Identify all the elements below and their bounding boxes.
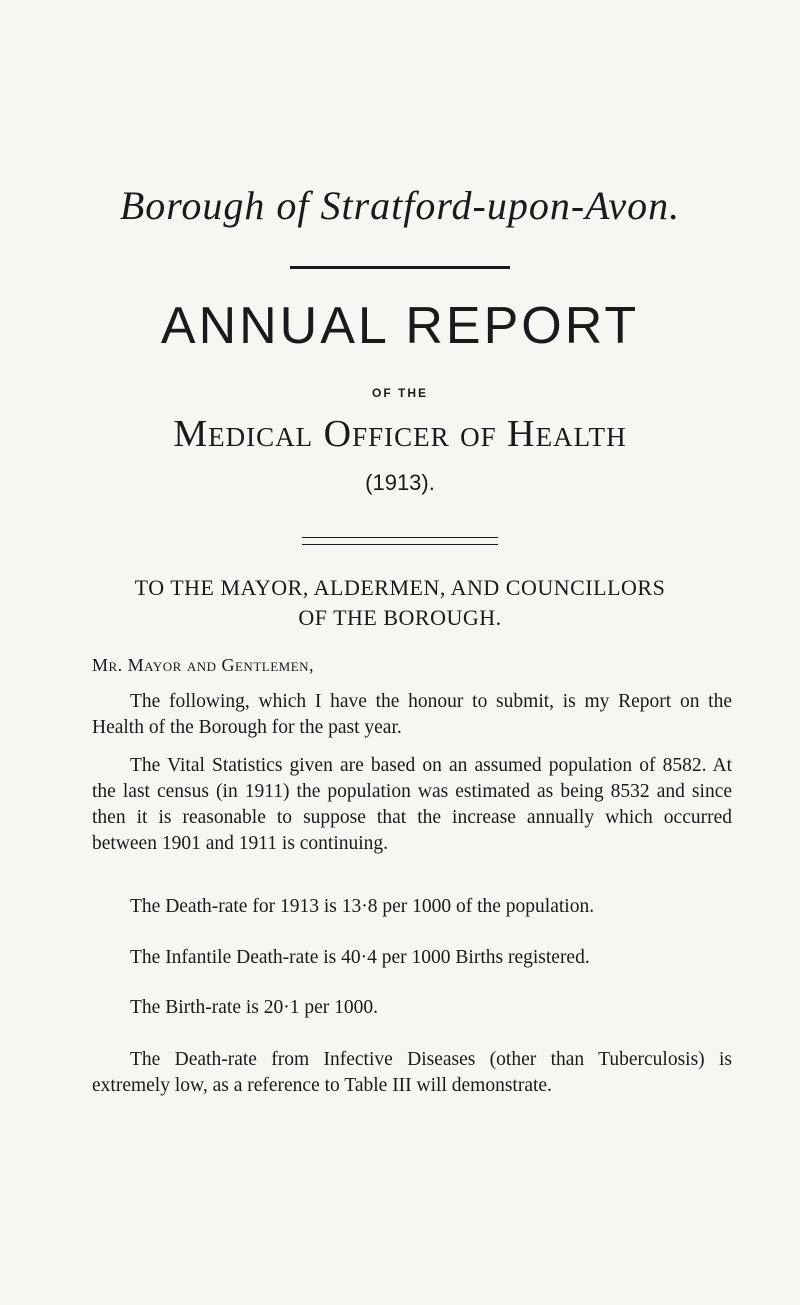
address-block (60, 573, 740, 633)
paragraph-intro: The following, which I have the honour to submit, is my Report on the Health of the Borough for the past year. (92, 691, 732, 738)
title-divider (290, 266, 510, 269)
paragraph-infective-diseases: The Death-rate from Infective Diseases (other than Tuberculosis) is extremely low, as a reference to Table III will demonstrate. (92, 1049, 732, 1096)
report-year: (1913). (365, 470, 435, 495)
of-the-label: OF THE (372, 386, 428, 400)
report-title: ANNUAL REPORT (160, 297, 640, 355)
paragraph-vital-statistics: The Vital Statistics given are based on an assumed population of 8582. At the last census (in 1911) the population was estimated as being 8532 and since then it is reasonable to suppose that the increase annually which occurred between 1901 and 1911 is continuing. (92, 755, 732, 854)
office-title: Medical Officer of Health (173, 413, 627, 455)
double-divider (302, 537, 498, 545)
salutation: Mr. Mayor and Gentlemen, (92, 655, 315, 675)
borough-title: Borough of Stratford-upon-Avon. (119, 183, 681, 228)
address-line-1: TO THE MAYOR, ALDERMEN, AND COUNCILLORS (134, 575, 666, 600)
paragraph-infantile-death-rate: The Infantile Death-rate is 40·4 per 1000 Births registered. (130, 947, 590, 968)
address-line-2: OF THE BOROUGH. (298, 605, 502, 630)
paragraph-death-rate: The Death-rate for 1913 is 13·8 per 1000 of the population. (130, 896, 595, 917)
paragraph-birth-rate: The Birth-rate is 20·1 per 1000. (130, 997, 379, 1018)
